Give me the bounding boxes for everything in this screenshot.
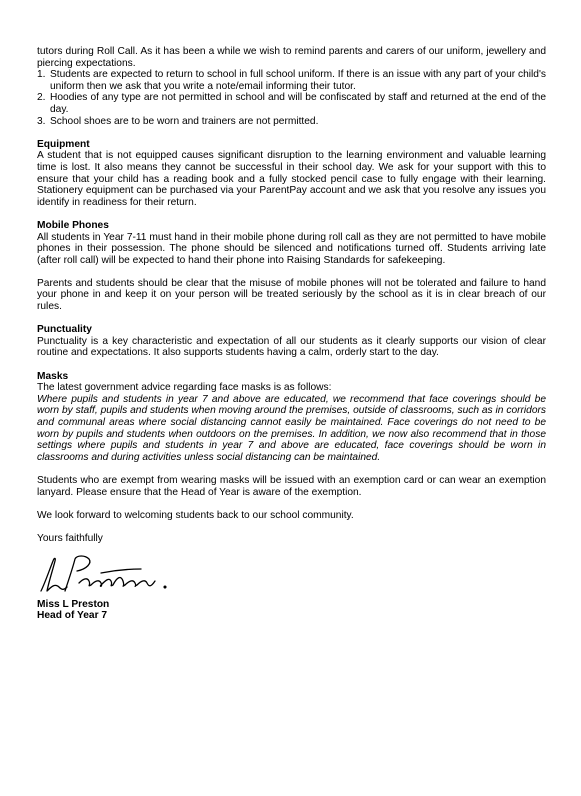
closing-paragraph: We look forward to welcoming students back to our school community. xyxy=(37,509,354,521)
signature xyxy=(37,545,546,599)
mobile-phones-heading: Mobile Phones xyxy=(37,219,109,231)
masks-exemption-paragraph: Students who are exempt from wearing masks will be issued with an exemption card or can wear an exemption lanyard. Please ensure that the Head of Year is aware of the exemption. xyxy=(37,474,546,498)
mobile-phones-paragraph-2: Parents and students should be clear that the misuse of mobile phones will not be tolerated and failure to hand your phone in and keep it on your person will be treated seriously by the school as it is in clear breach of our rules. xyxy=(37,277,546,313)
masks-heading: Masks xyxy=(37,370,69,382)
mobile-phones-paragraph-1: All students in Year 7-11 must hand in their mobile phone during roll call as they are not permitted to have mobile phones in their possession. The phone should be silenced and notifications turned off. Students arriving late (after roll call) will be expected to hand their phone into Raising Standards for safekeeping. xyxy=(37,231,546,266)
yours-faithfully: Yours faithfully xyxy=(37,532,103,544)
intro-paragraph: tutors during Roll Call. As it has been a while we wish to remind parents and carers of our uniform, jewellery and piercing expectations. xyxy=(37,46,546,69)
punctuality-paragraph: Punctuality is a key characteristic and expectation of all our students as it clearly supports our vision of clear routine and expectations. It also supports students having a calm, orderly start to the day. xyxy=(37,335,546,359)
list-item xyxy=(37,116,546,128)
signatory-name: Miss L Preston xyxy=(37,598,110,610)
handwritten-signature-icon xyxy=(37,547,197,597)
list-number: 2. xyxy=(37,92,46,104)
list-item-text: Students are expected to return to school in full school uniform. If there is an issue with any part of your child's uniform then we ask that you write a note/email informing their tutor. xyxy=(50,69,546,92)
punctuality-heading: Punctuality xyxy=(37,324,92,336)
equipment-heading: Equipment xyxy=(37,138,90,150)
masks-intro: The latest government advice regarding face masks is as follows: xyxy=(37,382,332,394)
list-item xyxy=(37,69,546,92)
letter-page xyxy=(37,46,546,622)
list-number: 3. xyxy=(37,115,46,127)
list-item-text: Hoodies of any type are not permitted in school and will be confiscated by staff and returned at the end of the day. xyxy=(50,92,546,115)
list-item xyxy=(37,92,546,115)
signatory-role: Head of Year 7 xyxy=(37,610,108,622)
masks-guidance-quote: Where pupils and students in year 7 and above are educated, we recommend that face coverings should be worn by staff, pupils and students when moving around the premises, outside of classrooms, such as in corridors and communal areas where social distancing cannot easily be maintained. Face coverings do not need to be worn by pupils and students when outdoors on the premises. In addition, we now also recommend that in those settings where pupils and students in year 7 and above are educated, face coverings should be worn in classrooms and during activities unless social distancing can be maintained. xyxy=(37,393,546,463)
list-item-text: School shoes are to be worn and trainers are not permitted. xyxy=(50,115,319,127)
list-number: 1. xyxy=(37,69,46,81)
equipment-paragraph: A student that is not equipped causes significant disruption to the learning environment and valuable learning time is lost. It also means they cannot be successful in their school day. We ask for your support with this to ensure that your child has a reading book and a fully stocked pencil case to fully engage with their learning. Stationery equipment can be purchased via your ParentPay account and we ask that you resolve any issues you identify in readiness for their return. xyxy=(37,150,546,208)
uniform-rules-list xyxy=(37,69,546,127)
